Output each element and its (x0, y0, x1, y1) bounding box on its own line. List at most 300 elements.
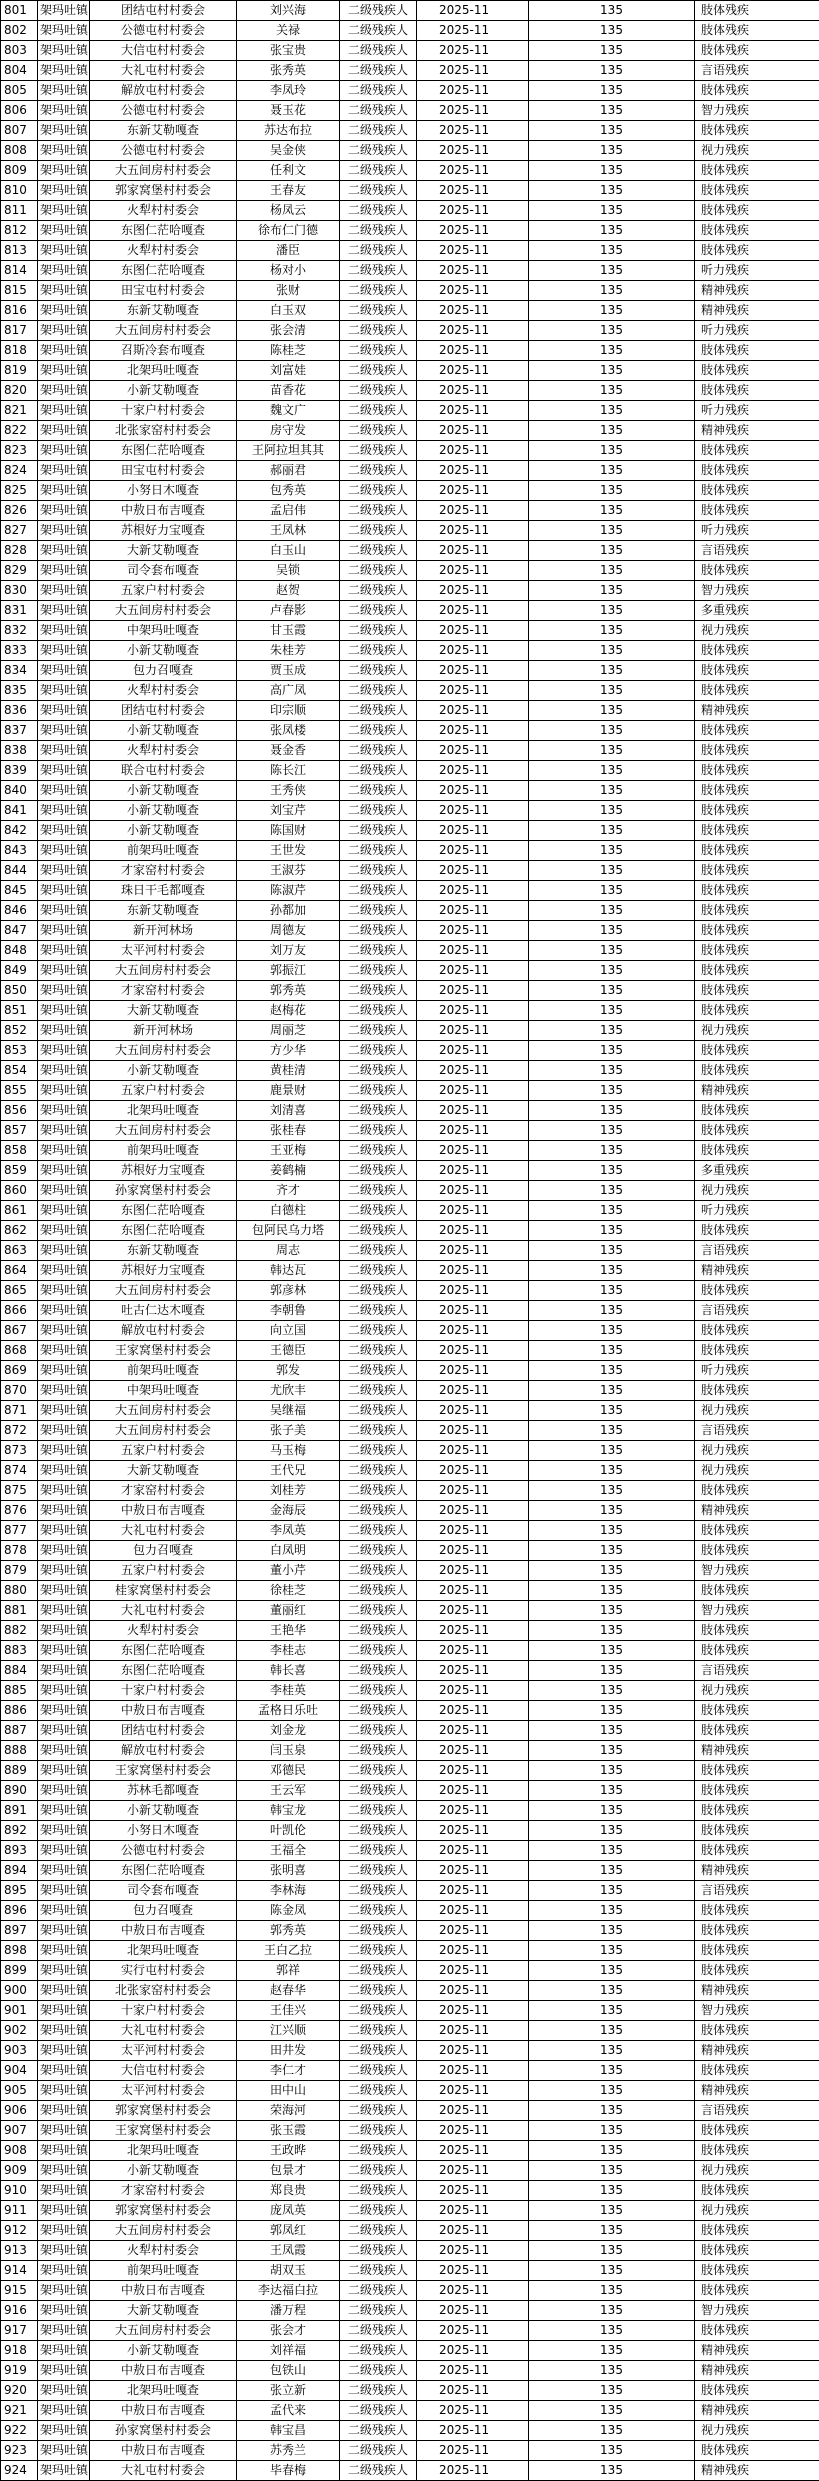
table-row (1, 1401, 819, 1421)
amount-cell: 135 (529, 2361, 695, 2381)
grade-cell: 二级残疾人 (340, 2121, 417, 2141)
grade-cell: 二级残疾人 (340, 21, 417, 41)
village-cell: 东新艾勒嘎查 (90, 901, 237, 921)
month-cell: 2025-11 (417, 1861, 529, 1881)
row-number: 860 (1, 1181, 38, 1201)
grade-cell: 二级残疾人 (340, 1381, 417, 1401)
month-cell: 2025-11 (417, 221, 529, 241)
town-cell: 架玛吐镇 (38, 681, 90, 701)
type-cell: 肢体残疾 (695, 2241, 819, 2261)
name-cell: 卢春影 (237, 601, 340, 621)
name-cell: 包景才 (237, 2161, 340, 2181)
table-row (1, 821, 819, 841)
grade-cell: 二级残疾人 (340, 1121, 417, 1141)
table-row (1, 321, 819, 341)
table-row (1, 361, 819, 381)
row-number: 921 (1, 2401, 38, 2421)
type-cell: 肢体残疾 (695, 841, 819, 861)
town-cell: 架玛吐镇 (38, 1281, 90, 1301)
town-cell: 架玛吐镇 (38, 2061, 90, 2081)
table-row (1, 461, 819, 481)
month-cell: 2025-11 (417, 21, 529, 41)
town-cell: 架玛吐镇 (38, 2161, 90, 2181)
month-cell: 2025-11 (417, 2181, 529, 2201)
row-number: 805 (1, 81, 38, 101)
table-row (1, 2001, 819, 2021)
month-cell: 2025-11 (417, 1521, 529, 1541)
month-cell: 2025-11 (417, 2241, 529, 2261)
village-cell: 大礼屯村村委会 (90, 1521, 237, 1541)
row-number: 849 (1, 961, 38, 981)
village-cell: 大五间房村村委会 (90, 1421, 237, 1441)
amount-cell: 135 (529, 681, 695, 701)
grade-cell: 二级残疾人 (340, 1681, 417, 1701)
village-cell: 北张家窑村村委会 (90, 1981, 237, 2001)
month-cell: 2025-11 (417, 681, 529, 701)
village-cell: 大五间房村村委会 (90, 2321, 237, 2341)
type-cell: 精神残疾 (695, 2341, 819, 2361)
type-cell: 肢体残疾 (695, 1641, 819, 1661)
town-cell: 架玛吐镇 (38, 1921, 90, 1941)
grade-cell: 二级残疾人 (340, 1201, 417, 1221)
month-cell: 2025-11 (417, 1741, 529, 1761)
type-cell: 精神残疾 (695, 2361, 819, 2381)
grade-cell: 二级残疾人 (340, 2341, 417, 2361)
table-row (1, 1161, 819, 1181)
village-cell: 团结屯村村委会 (90, 701, 237, 721)
town-cell: 架玛吐镇 (38, 581, 90, 601)
name-cell: 苏达布拉 (237, 121, 340, 141)
amount-cell: 135 (529, 1281, 695, 1301)
town-cell: 架玛吐镇 (38, 2301, 90, 2321)
grade-cell: 二级残疾人 (340, 2421, 417, 2441)
row-number: 844 (1, 861, 38, 881)
month-cell: 2025-11 (417, 2441, 529, 2461)
grade-cell: 二级残疾人 (340, 1061, 417, 1081)
row-number: 840 (1, 781, 38, 801)
row-number: 903 (1, 2041, 38, 2061)
town-cell: 架玛吐镇 (38, 1241, 90, 1261)
amount-cell: 135 (529, 1241, 695, 1261)
table-body (1, 1, 819, 2481)
amount-cell: 135 (529, 2181, 695, 2201)
grade-cell: 二级残疾人 (340, 2021, 417, 2041)
type-cell: 肢体残疾 (695, 1, 819, 21)
type-cell: 肢体残疾 (695, 121, 819, 141)
table-row (1, 261, 819, 281)
amount-cell: 135 (529, 1441, 695, 1461)
name-cell: 王亚梅 (237, 1141, 340, 1161)
grade-cell: 二级残疾人 (340, 1561, 417, 1581)
table-row (1, 301, 819, 321)
name-cell: 吴继福 (237, 1401, 340, 1421)
village-cell: 郭家窝堡村村委会 (90, 181, 237, 201)
village-cell: 小新艾勒嘎查 (90, 781, 237, 801)
village-cell: 五家户村村委会 (90, 1561, 237, 1581)
grade-cell: 二级残疾人 (340, 1081, 417, 1101)
grade-cell: 二级残疾人 (340, 681, 417, 701)
grade-cell: 二级残疾人 (340, 801, 417, 821)
table-row (1, 2281, 819, 2301)
town-cell: 架玛吐镇 (38, 941, 90, 961)
table-row (1, 1661, 819, 1681)
month-cell: 2025-11 (417, 641, 529, 661)
type-cell: 肢体残疾 (695, 41, 819, 61)
month-cell: 2025-11 (417, 401, 529, 421)
amount-cell: 135 (529, 1921, 695, 1941)
village-cell: 团结屯村村委会 (90, 1, 237, 21)
type-cell: 肢体残疾 (695, 921, 819, 941)
village-cell: 王家窝堡村村委会 (90, 1761, 237, 1781)
month-cell: 2025-11 (417, 481, 529, 501)
month-cell: 2025-11 (417, 341, 529, 361)
town-cell: 架玛吐镇 (38, 1581, 90, 1601)
amount-cell: 135 (529, 2281, 695, 2301)
month-cell: 2025-11 (417, 1141, 529, 1161)
month-cell: 2025-11 (417, 721, 529, 741)
table-row (1, 481, 819, 501)
row-number: 906 (1, 2101, 38, 2121)
grade-cell: 二级残疾人 (340, 701, 417, 721)
row-number: 915 (1, 2281, 38, 2301)
village-cell: 前架玛吐嘎查 (90, 841, 237, 861)
amount-cell: 135 (529, 1341, 695, 1361)
village-cell: 东图仁茫哈嘎查 (90, 1861, 237, 1881)
month-cell: 2025-11 (417, 1601, 529, 1621)
type-cell: 视力残疾 (695, 621, 819, 641)
table-row (1, 861, 819, 881)
amount-cell: 135 (529, 2221, 695, 2241)
town-cell: 架玛吐镇 (38, 1401, 90, 1421)
grade-cell: 二级残疾人 (340, 941, 417, 961)
amount-cell: 135 (529, 2321, 695, 2341)
town-cell: 架玛吐镇 (38, 781, 90, 801)
grade-cell: 二级残疾人 (340, 1701, 417, 1721)
grade-cell: 二级残疾人 (340, 981, 417, 1001)
grade-cell: 二级残疾人 (340, 2101, 417, 2121)
grade-cell: 二级残疾人 (340, 1441, 417, 1461)
name-cell: 李凤玲 (237, 81, 340, 101)
table-row (1, 1061, 819, 1081)
row-number: 887 (1, 1721, 38, 1741)
name-cell: 田中山 (237, 2081, 340, 2101)
month-cell: 2025-11 (417, 1501, 529, 1521)
month-cell: 2025-11 (417, 2261, 529, 2281)
town-cell: 架玛吐镇 (38, 1181, 90, 1201)
type-cell: 精神残疾 (695, 281, 819, 301)
grade-cell: 二级残疾人 (340, 861, 417, 881)
type-cell: 肢体残疾 (695, 2261, 819, 2281)
row-number: 882 (1, 1621, 38, 1641)
type-cell: 智力残疾 (695, 2301, 819, 2321)
village-cell: 大五间房村村委会 (90, 1041, 237, 1061)
table-row (1, 1501, 819, 1521)
village-cell: 小努日木嘎查 (90, 481, 237, 501)
name-cell: 白凤明 (237, 1541, 340, 1561)
month-cell: 2025-11 (417, 2321, 529, 2341)
village-cell: 小新艾勒嘎查 (90, 2341, 237, 2361)
town-cell: 架玛吐镇 (38, 1321, 90, 1341)
row-number: 808 (1, 141, 38, 161)
type-cell: 肢体残疾 (695, 1721, 819, 1741)
type-cell: 精神残疾 (695, 1741, 819, 1761)
month-cell: 2025-11 (417, 421, 529, 441)
month-cell: 2025-11 (417, 1281, 529, 1301)
name-cell: 郭振江 (237, 961, 340, 981)
row-number: 813 (1, 241, 38, 261)
name-cell: 韩宝龙 (237, 1801, 340, 1821)
amount-cell: 135 (529, 1121, 695, 1141)
town-cell: 架玛吐镇 (38, 2441, 90, 2461)
amount-cell: 135 (529, 2141, 695, 2161)
grade-cell: 二级残疾人 (340, 2081, 417, 2101)
row-number: 824 (1, 461, 38, 481)
village-cell: 郭家窝堡村村委会 (90, 2201, 237, 2221)
name-cell: 王秀侠 (237, 781, 340, 801)
name-cell: 马玉梅 (237, 1441, 340, 1461)
village-cell: 孙家窝堡村村委会 (90, 2421, 237, 2441)
row-number: 871 (1, 1401, 38, 1421)
type-cell: 多重残疾 (695, 601, 819, 621)
type-cell: 肢体残疾 (695, 201, 819, 221)
type-cell: 肢体残疾 (695, 721, 819, 741)
village-cell: 东图仁茫哈嘎查 (90, 1641, 237, 1661)
town-cell: 架玛吐镇 (38, 1001, 90, 1021)
village-cell: 解放屯村村委会 (90, 1321, 237, 1341)
row-number: 886 (1, 1701, 38, 1721)
town-cell: 架玛吐镇 (38, 1081, 90, 1101)
village-cell: 中敖日布吉嘎查 (90, 1501, 237, 1521)
row-number: 902 (1, 2021, 38, 2041)
village-cell: 东图仁茫哈嘎查 (90, 1221, 237, 1241)
village-cell: 东图仁茫哈嘎查 (90, 221, 237, 241)
name-cell: 张明喜 (237, 1861, 340, 1881)
village-cell: 五家户村村委会 (90, 581, 237, 601)
town-cell: 架玛吐镇 (38, 981, 90, 1001)
type-cell: 肢体残疾 (695, 1821, 819, 1841)
town-cell: 架玛吐镇 (38, 1901, 90, 1921)
month-cell: 2025-11 (417, 961, 529, 981)
month-cell: 2025-11 (417, 41, 529, 61)
name-cell: 鹿景财 (237, 1081, 340, 1101)
month-cell: 2025-11 (417, 1981, 529, 2001)
table-row (1, 1621, 819, 1641)
table-row (1, 1321, 819, 1341)
name-cell: 陈国财 (237, 821, 340, 841)
village-cell: 中敖日布吉嘎查 (90, 1701, 237, 1721)
amount-cell: 135 (529, 361, 695, 381)
table-row (1, 2361, 819, 2381)
grade-cell: 二级残疾人 (340, 1641, 417, 1661)
month-cell: 2025-11 (417, 161, 529, 181)
row-number: 924 (1, 2461, 38, 2481)
month-cell: 2025-11 (417, 1221, 529, 1241)
month-cell: 2025-11 (417, 1801, 529, 1821)
month-cell: 2025-11 (417, 1, 529, 21)
type-cell: 智力残疾 (695, 101, 819, 121)
grade-cell: 二级残疾人 (340, 1821, 417, 1841)
month-cell: 2025-11 (417, 2061, 529, 2081)
village-cell: 大礼屯村村委会 (90, 1601, 237, 1621)
amount-cell: 135 (529, 121, 695, 141)
name-cell: 任利文 (237, 161, 340, 181)
name-cell: 尤欣丰 (237, 1381, 340, 1401)
table-row (1, 181, 819, 201)
town-cell: 架玛吐镇 (38, 1441, 90, 1461)
grade-cell: 二级残疾人 (340, 1101, 417, 1121)
village-cell: 郭家窝堡村村委会 (90, 2101, 237, 2121)
town-cell: 架玛吐镇 (38, 961, 90, 981)
month-cell: 2025-11 (417, 821, 529, 841)
village-cell: 包力召嘎查 (90, 1541, 237, 1561)
month-cell: 2025-11 (417, 301, 529, 321)
table-row (1, 1201, 819, 1221)
table-row (1, 2101, 819, 2121)
type-cell: 肢体残疾 (695, 1581, 819, 1601)
month-cell: 2025-11 (417, 521, 529, 541)
town-cell: 架玛吐镇 (38, 861, 90, 881)
table-row (1, 1601, 819, 1621)
row-number: 820 (1, 381, 38, 401)
name-cell: 张玉霞 (237, 2121, 340, 2141)
type-cell: 肢体残疾 (695, 341, 819, 361)
row-number: 853 (1, 1041, 38, 1061)
type-cell: 肢体残疾 (695, 941, 819, 961)
town-cell: 架玛吐镇 (38, 421, 90, 441)
table-row (1, 2221, 819, 2241)
name-cell: 李朝鲁 (237, 1301, 340, 1321)
table-row (1, 2401, 819, 2421)
month-cell: 2025-11 (417, 1121, 529, 1141)
row-number: 907 (1, 2121, 38, 2141)
table-row (1, 621, 819, 641)
row-number: 893 (1, 1841, 38, 1861)
table-row (1, 2341, 819, 2361)
town-cell: 架玛吐镇 (38, 841, 90, 861)
table-row (1, 1961, 819, 1981)
type-cell: 肢体残疾 (695, 1921, 819, 1941)
row-number: 864 (1, 1261, 38, 1281)
town-cell: 架玛吐镇 (38, 1361, 90, 1381)
table-row (1, 1901, 819, 1921)
amount-cell: 135 (529, 1561, 695, 1581)
row-number: 829 (1, 561, 38, 581)
grade-cell: 二级残疾人 (340, 261, 417, 281)
town-cell: 架玛吐镇 (38, 381, 90, 401)
row-number: 803 (1, 41, 38, 61)
month-cell: 2025-11 (417, 1941, 529, 1961)
name-cell: 韩长喜 (237, 1661, 340, 1681)
table-row (1, 1081, 819, 1101)
month-cell: 2025-11 (417, 601, 529, 621)
name-cell: 吴金侠 (237, 141, 340, 161)
town-cell: 架玛吐镇 (38, 621, 90, 641)
row-number: 826 (1, 501, 38, 521)
village-cell: 东图仁茫哈嘎查 (90, 261, 237, 281)
amount-cell: 135 (529, 421, 695, 441)
row-number: 836 (1, 701, 38, 721)
type-cell: 听力残疾 (695, 401, 819, 421)
village-cell: 吐古仁达木嘎查 (90, 1301, 237, 1321)
table-row (1, 841, 819, 861)
town-cell: 架玛吐镇 (38, 1161, 90, 1181)
village-cell: 中架玛吐嘎查 (90, 1381, 237, 1401)
village-cell: 大五间房村村委会 (90, 321, 237, 341)
grade-cell: 二级残疾人 (340, 2041, 417, 2061)
grade-cell: 二级残疾人 (340, 1221, 417, 1241)
month-cell: 2025-11 (417, 2341, 529, 2361)
amount-cell: 135 (529, 1421, 695, 1441)
amount-cell: 135 (529, 441, 695, 461)
name-cell: 张子美 (237, 1421, 340, 1441)
table-row (1, 61, 819, 81)
grade-cell: 二级残疾人 (340, 1761, 417, 1781)
month-cell: 2025-11 (417, 541, 529, 561)
amount-cell: 135 (529, 961, 695, 981)
village-cell: 火犁村村委会 (90, 1621, 237, 1641)
name-cell: 金海辰 (237, 1501, 340, 1521)
row-number: 910 (1, 2181, 38, 2201)
grade-cell: 二级残疾人 (340, 121, 417, 141)
month-cell: 2025-11 (417, 901, 529, 921)
village-cell: 才家窑村村委会 (90, 981, 237, 1001)
row-number: 838 (1, 741, 38, 761)
type-cell: 肢体残疾 (695, 1621, 819, 1641)
month-cell: 2025-11 (417, 1681, 529, 1701)
row-number: 892 (1, 1821, 38, 1841)
table-row (1, 1001, 819, 1021)
name-cell: 刘清喜 (237, 1101, 340, 1121)
name-cell: 张凤楼 (237, 721, 340, 741)
village-cell: 苏根好力宝嘎查 (90, 521, 237, 541)
village-cell: 小新艾勒嘎查 (90, 381, 237, 401)
town-cell: 架玛吐镇 (38, 2001, 90, 2021)
type-cell: 言语残疾 (695, 61, 819, 81)
amount-cell: 135 (529, 1181, 695, 1201)
row-number: 817 (1, 321, 38, 341)
month-cell: 2025-11 (417, 1761, 529, 1781)
town-cell: 架玛吐镇 (38, 1201, 90, 1221)
name-cell: 刘桂芳 (237, 1481, 340, 1501)
grade-cell: 二级残疾人 (340, 1301, 417, 1321)
type-cell: 肢体残疾 (695, 1841, 819, 1861)
village-cell: 解放屯村村委会 (90, 81, 237, 101)
table-row (1, 2261, 819, 2281)
amount-cell: 135 (529, 821, 695, 841)
village-cell: 火犁村村委会 (90, 241, 237, 261)
row-number: 837 (1, 721, 38, 741)
row-number: 810 (1, 181, 38, 201)
town-cell: 架玛吐镇 (38, 441, 90, 461)
month-cell: 2025-11 (417, 1201, 529, 1221)
town-cell: 架玛吐镇 (38, 501, 90, 521)
amount-cell: 135 (529, 2061, 695, 2081)
type-cell: 肢体残疾 (695, 361, 819, 381)
table-row (1, 1301, 819, 1321)
table-row (1, 121, 819, 141)
town-cell: 架玛吐镇 (38, 261, 90, 281)
month-cell: 2025-11 (417, 841, 529, 861)
type-cell: 肢体残疾 (695, 1901, 819, 1921)
table-row (1, 1841, 819, 1861)
type-cell: 智力残疾 (695, 2001, 819, 2021)
grade-cell: 二级残疾人 (340, 2321, 417, 2341)
row-number: 807 (1, 121, 38, 141)
table-row (1, 981, 819, 1001)
town-cell: 架玛吐镇 (38, 2201, 90, 2221)
row-number: 885 (1, 1681, 38, 1701)
amount-cell: 135 (529, 641, 695, 661)
